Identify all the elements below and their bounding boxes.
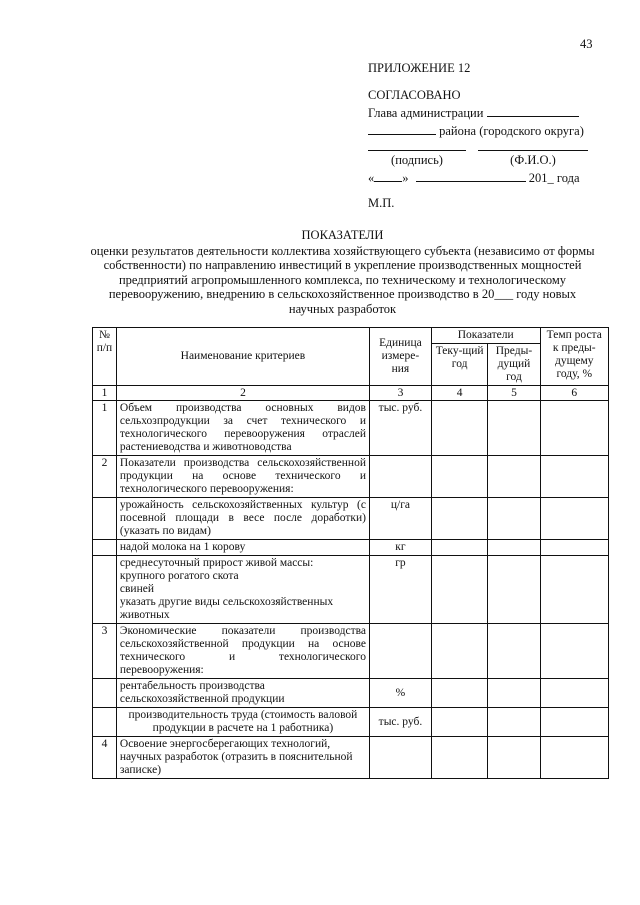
previous-year-cell [488, 624, 540, 679]
criterion-name: производительность труда (стоимость валовой продукции в расчете на 1 работника) [116, 708, 369, 737]
current-year-cell [431, 737, 487, 779]
unit-cell [369, 456, 431, 498]
column-index: 2 [116, 386, 369, 401]
header-unit: Единица измере-ния [369, 328, 431, 386]
criterion-name: Экономические показатели производства сельскохозяйственной продукции на основе технического и технологического перевооружения: [116, 624, 369, 679]
current-year-cell [431, 456, 487, 498]
row-number [93, 540, 117, 556]
unit-cell [369, 624, 431, 679]
previous-year-cell [488, 540, 540, 556]
header-row [93, 328, 609, 344]
column-index: 6 [540, 386, 608, 401]
stamp-label: М.П. [368, 196, 395, 210]
column-index: 3 [369, 386, 431, 401]
table-row [93, 624, 609, 679]
name-label: (Ф.И.О.) [478, 150, 588, 169]
unit-cell: тыс. руб. [369, 708, 431, 737]
unit-cell: кг [369, 540, 431, 556]
table-row [93, 456, 609, 498]
previous-year-cell [488, 708, 540, 737]
growth-rate-cell [540, 540, 608, 556]
column-index: 4 [431, 386, 487, 401]
current-year-cell [431, 708, 487, 737]
page-number: 43 [580, 37, 593, 51]
table-row [93, 679, 609, 708]
current-year-cell [431, 556, 487, 624]
head-label: Глава администрации [368, 106, 484, 120]
approval-block [368, 60, 608, 212]
table-row [93, 498, 609, 540]
title-body: оценки результатов деятельности коллектива хозяйствующего субъекта (независимо от формы собственности) по направлению инвестиций в укрепление производственных мощностей предприятий агропромышленного комплекса, по техническому и технологическому перевооружению, внедрению в сельскохозяйственное производство в 20___ году новых научных разработок [90, 243, 595, 316]
current-year-cell [431, 401, 487, 456]
table-row [93, 708, 609, 737]
month-blank [416, 169, 526, 182]
header-indicators: Показатели [431, 328, 540, 344]
annex-label: ПРИЛОЖЕНИЕ 12 [368, 61, 471, 75]
previous-year-cell [488, 401, 540, 456]
growth-rate-cell [540, 556, 608, 624]
criterion-line: среднесуточный прирост живой массы: [119, 557, 314, 569]
signature-row [368, 150, 608, 169]
criterion-name: Освоение энергосберегающих технологий, научных разработок (отразить в пояснительной записке) [116, 737, 369, 779]
row-number: 3 [93, 624, 117, 679]
header-name: Наименование критериев [116, 328, 369, 386]
row-number [93, 679, 117, 708]
date-close-quote: » [402, 171, 409, 185]
criterion-name: надой молока на 1 корову [116, 540, 369, 556]
row-number: 1 [93, 401, 117, 456]
previous-year-cell [488, 679, 540, 708]
growth-rate-cell [540, 498, 608, 540]
growth-rate-cell [540, 456, 608, 498]
table-row [93, 401, 609, 456]
criterion-line: крупного рогатого скота [119, 570, 239, 582]
district-blank [368, 122, 436, 135]
signature-label: (подпись) [368, 150, 466, 169]
unit-cell: % [369, 679, 431, 708]
criterion-line: указать другие виды сельскохозяйственных животных [119, 596, 334, 621]
unit-cell: ц/га [369, 498, 431, 540]
current-year-cell [431, 624, 487, 679]
growth-rate-cell [540, 708, 608, 737]
table-row [93, 540, 609, 556]
current-year-cell [431, 540, 487, 556]
header-previous: Преды-дущий год [488, 344, 540, 386]
previous-year-cell [488, 556, 540, 624]
header-rate: Темп роста к преды-дущему году, % [540, 328, 608, 386]
growth-rate-cell [540, 737, 608, 779]
row-number: 2 [93, 456, 117, 498]
current-year-cell [431, 498, 487, 540]
growth-rate-cell [540, 679, 608, 708]
row-number [93, 498, 117, 540]
header-num: № п/п [93, 328, 117, 386]
row-number [93, 556, 117, 624]
year-label: 201_ года [528, 171, 580, 185]
previous-year-cell [488, 737, 540, 779]
document-title [90, 228, 595, 316]
head-name-blank [487, 104, 579, 117]
unit-cell [369, 737, 431, 779]
agreed-label: СОГЛАСОВАНО [368, 88, 461, 102]
current-year-cell [431, 679, 487, 708]
unit-cell: гр [369, 556, 431, 624]
indicators-table [92, 327, 609, 779]
head-line [368, 104, 608, 122]
district-line [368, 122, 608, 140]
date-line [368, 169, 608, 187]
criterion-line: свиней [119, 583, 154, 595]
previous-year-cell [488, 498, 540, 540]
header-current: Теку-щий год [431, 344, 487, 386]
title-heading: ПОКАЗАТЕЛИ [301, 228, 384, 242]
column-index-row [93, 386, 609, 401]
district-label: района (городского округа) [439, 124, 584, 138]
criterion-name: урожайность сельскохозяйственных культур (с посевной площади в весе после доработки) (указать по видам) [116, 498, 369, 540]
criterion-name [116, 556, 369, 624]
date-open-quote: « [368, 171, 375, 185]
row-number [93, 708, 117, 737]
criterion-name: Показатели производства сельскохозяйственной продукции на основе технического и технологического перевооружения: [116, 456, 369, 498]
table-row [93, 556, 609, 624]
day-blank [374, 169, 402, 182]
criterion-name: Объем производства основных видов сельхозпродукции за счет технического и технологического перевооружения отраслей растениеводства и животноводства [116, 401, 369, 456]
growth-rate-cell [540, 624, 608, 679]
column-index: 1 [93, 386, 117, 401]
unit-cell: тыс. руб. [369, 401, 431, 456]
column-index: 5 [488, 386, 540, 401]
previous-year-cell [488, 456, 540, 498]
row-number: 4 [93, 737, 117, 779]
table-row [93, 737, 609, 779]
criterion-name: рентабельность производства сельскохозяйственной продукции [116, 679, 369, 708]
growth-rate-cell [540, 401, 608, 456]
